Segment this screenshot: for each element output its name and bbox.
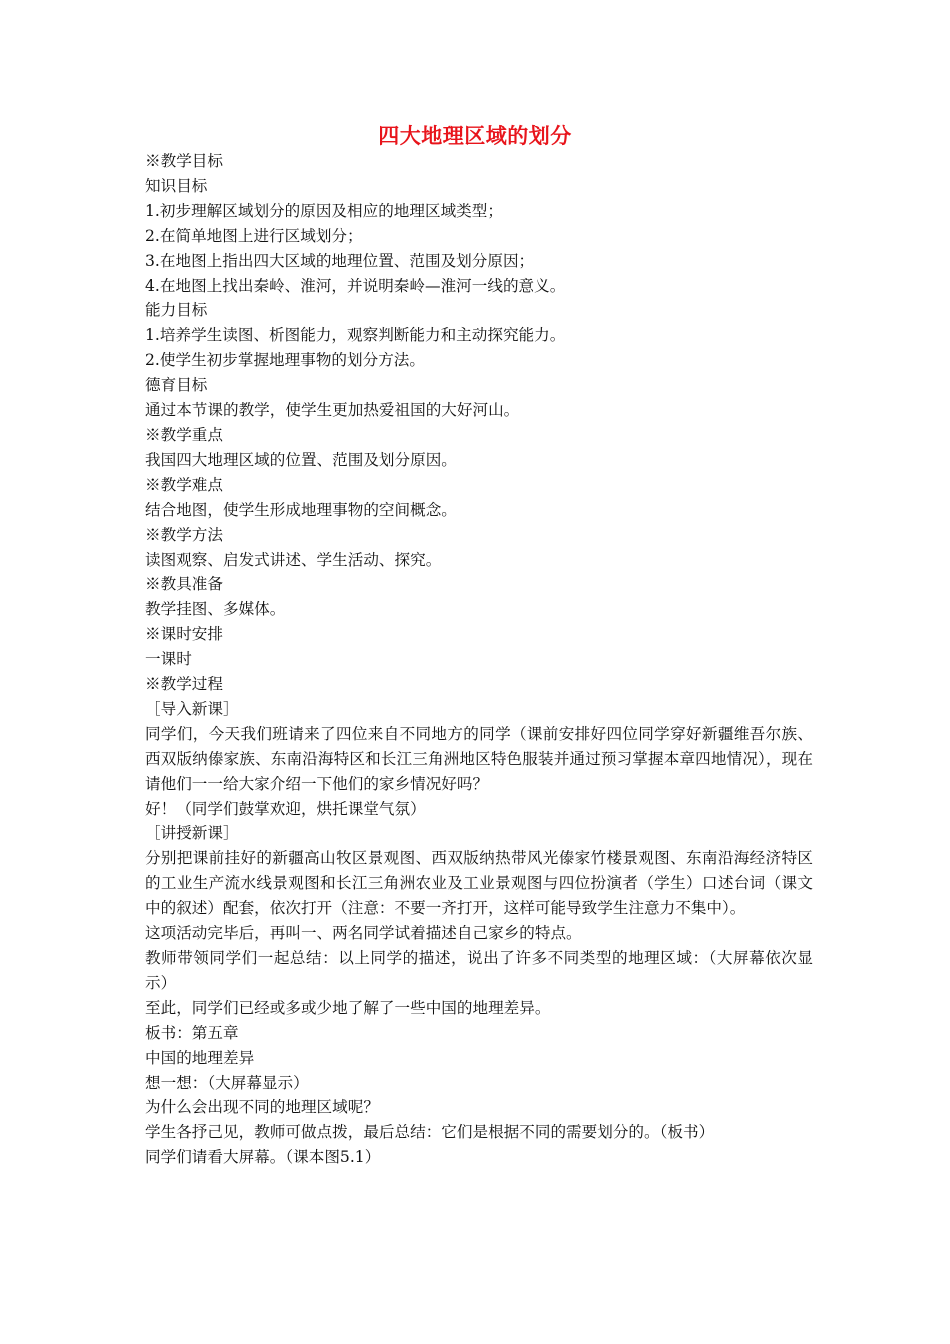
section-heading: ※教学目标 bbox=[145, 152, 223, 170]
list-item: 2.使学生初步掌握地理事物的划分方法。 bbox=[145, 351, 425, 370]
text-line: 想一想：（大屏幕显示） bbox=[145, 1073, 309, 1092]
section-heading: ※教具准备 bbox=[145, 575, 223, 594]
section-heading: ※课时安排 bbox=[145, 625, 223, 644]
document-title: 四大地理区域的划分 bbox=[378, 124, 572, 148]
section-heading: ※教学方法 bbox=[145, 525, 223, 544]
section-heading: ※教学重点 bbox=[145, 425, 223, 444]
lesson-paragraph: 分别把课前挂好的新疆高山牧区景观图、西双版纳热带风光傣家竹楼景观图、东南沿海经济特区的工业生产流水线景观图和长江三角洲农业及工业景观图与四位扮演者（学生）口述台词（课文中的叙述）配套，依次打开（注意：不要一齐打开，这样可能导致学生注意力不集中）。 bbox=[145, 849, 813, 918]
section-heading: ※教学过程 bbox=[145, 675, 223, 694]
bracket-heading: ［讲授新课］ bbox=[145, 824, 239, 843]
list-item: 4.在地图上找出秦岭、淮河，并说明秦岭—淮河一线的意义。 bbox=[145, 276, 566, 295]
blackboard-line: 板书：第五章 bbox=[145, 1023, 239, 1042]
text-line: 我国四大地理区域的位置、范围及划分原因。 bbox=[145, 450, 457, 469]
subsection-heading: 德育目标 bbox=[145, 376, 208, 395]
subsection-heading: 能力目标 bbox=[145, 301, 208, 320]
list-item: 1.初步理解区域划分的原因及相应的地理区域类型； bbox=[145, 201, 503, 220]
text-line: 这项活动完毕后，再叫一、两名同学试着描述自己家乡的特点。 bbox=[145, 924, 582, 943]
text-line: 同学们请看大屏幕。（课本图5.1） bbox=[145, 1148, 381, 1167]
list-item: 3.在地图上指出四大区域的地理位置、范围及划分原因； bbox=[145, 251, 535, 270]
subsection-heading: 知识目标 bbox=[145, 176, 208, 195]
text-line: 一课时 bbox=[145, 650, 192, 669]
text-line: 好！（同学们鼓掌欢迎，烘托课堂气氛） bbox=[145, 799, 426, 818]
summary-paragraph: 教师带领同学们一起总结：以上同学的描述，说出了许多不同类型的地理区域：（大屏幕依次显示） bbox=[145, 949, 813, 992]
list-item: 1.培养学生读图、析图能力，观察判断能力和主动探究能力。 bbox=[145, 326, 566, 345]
text-line: 至此，同学们已经或多或少地了解了一些中国的地理差异。 bbox=[145, 998, 551, 1017]
text-line: 教学挂图、多媒体。 bbox=[145, 600, 286, 619]
text-line: 为什么会出现不同的地理区域呢？ bbox=[145, 1098, 379, 1117]
text-line: 结合地图，使学生形成地理事物的空间概念。 bbox=[145, 500, 457, 519]
section-heading: ※教学难点 bbox=[145, 475, 223, 494]
bracket-heading: ［导入新课］ bbox=[145, 699, 239, 718]
text-line: 学生各抒己见，教师可做点拨，最后总结：它们是根据不同的需要划分的。（板书） bbox=[145, 1123, 715, 1142]
document-body bbox=[145, 149, 813, 1170]
blackboard-line: 中国的地理差异 bbox=[145, 1048, 255, 1067]
text-line: 读图观察、启发式讲述、学生活动、探究。 bbox=[145, 550, 442, 569]
text-line: 通过本节课的教学，使学生更加热爱祖国的大好河山。 bbox=[145, 401, 520, 420]
list-item: 2.在简单地图上进行区域划分； bbox=[145, 226, 363, 245]
intro-paragraph: 同学们，今天我们班请来了四位来自不同地方的同学（课前安排好四位同学穿好新疆维吾尔族、西双版纳傣家族、东南沿海特区和长江三角洲地区特色服装并通过预习掌握本章四地情况），现在请他们一一给大家介绍一下他们的家乡情况好吗？ bbox=[145, 724, 813, 793]
